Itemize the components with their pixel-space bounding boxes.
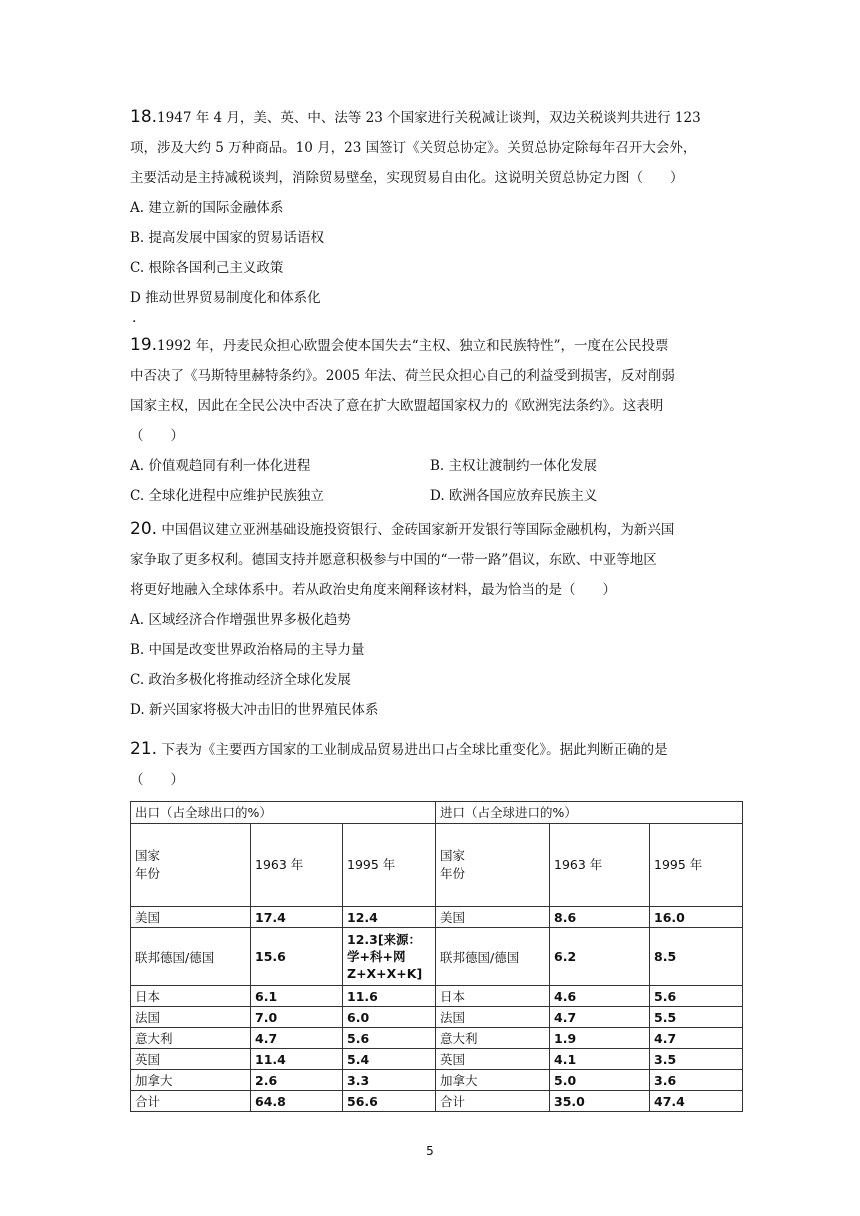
export-1995-cell: 12.4: [343, 907, 436, 928]
answer-blank: （ ）: [130, 772, 184, 788]
import-1963-cell: 4.6: [550, 986, 650, 1007]
question-number: 18.: [130, 107, 158, 127]
question-text: 中否决了《马斯特里赫特条约》。2005 年法、荷兰民众担心自己的利益受到损害，反对削弱: [130, 368, 675, 384]
option-a: A. 建立新的国际金融体系: [130, 200, 284, 216]
export-1963-cell: 15.6: [251, 928, 343, 986]
country-cell: 联邦德国/德国: [131, 928, 251, 986]
corner-header: 国家 年份: [436, 824, 550, 907]
question-21: [130, 734, 730, 795]
import-1995-cell: 3.6: [650, 1070, 743, 1091]
table-row: [131, 1007, 743, 1028]
question-text: 主要活动是主持减税谈判，消除贸易壁垒，实现贸易自由化。这说明关贸总协定力图（ ）: [130, 170, 684, 186]
option-a: A. 价值观趋同有利一体化进程: [130, 458, 311, 474]
question-text: 将更好地融入全球体系中。若从政治史角度来阐释该材料，最为恰当的是（ ）: [130, 582, 616, 598]
import-1995-cell: 3.5: [650, 1049, 743, 1070]
question-text: 1992 年，丹麦民众担心欧盟会使本国失去“主权、独立和民族特性”，一度在公民投票: [157, 338, 669, 354]
export-1963-cell: 17.4: [251, 907, 343, 928]
import-1963-cell: 4.7: [550, 1007, 650, 1028]
option-d: D. 欧洲各国应放弃民族主义: [430, 488, 598, 504]
import-1963-cell: 35.0: [550, 1091, 650, 1112]
export-1995-cell: 5.4: [343, 1049, 436, 1070]
table-row: [131, 1091, 743, 1112]
export-1995-cell: 56.6: [343, 1091, 436, 1112]
country-cell: 意大利: [436, 1028, 550, 1049]
year-header: 1995 年: [343, 824, 436, 907]
option-a: A. 区域经济合作增强世界多极化趋势: [130, 612, 351, 628]
country-cell: 日本: [131, 986, 251, 1007]
country-cell: 法国: [436, 1007, 550, 1028]
table-row: [131, 1049, 743, 1070]
year-header: 1963 年: [550, 824, 650, 907]
trade-share-table: [130, 801, 743, 1112]
country-cell: 加拿大: [436, 1070, 550, 1091]
country-cell: 英国: [436, 1049, 550, 1070]
table-row: [131, 986, 743, 1007]
table-row: [131, 907, 743, 928]
export-1995-cell: 11.6: [343, 986, 436, 1007]
page-number: 5: [426, 1144, 434, 1158]
option-b: B. 主权让渡制约一体化发展: [430, 458, 598, 474]
answer-blank: （ ）: [130, 428, 184, 444]
table-row: [131, 1070, 743, 1091]
question-text: 下表为《主要西方国家的工业制成品贸易进出口占全球比重变化》。据此判断正确的是: [157, 742, 668, 758]
import-1995-cell: 4.7: [650, 1028, 743, 1049]
option-d: D. 新兴国家将极大冲击旧的世界殖民体系: [130, 702, 379, 718]
import-1963-cell: 4.1: [550, 1049, 650, 1070]
import-1995-cell: 8.5: [650, 928, 743, 986]
question-18: [130, 102, 730, 326]
export-header: 出口（占全球出口的%）: [131, 802, 436, 824]
export-1963-cell: 6.1: [251, 986, 343, 1007]
import-1995-cell: 5.5: [650, 1007, 743, 1028]
option-b: B. 提高发展中国家的贸易话语权: [130, 230, 325, 246]
export-1963-cell: 4.7: [251, 1028, 343, 1049]
question-text: 项，涉及大约 5 万种商品。10 月，23 国签订《关贸总协定》。关贸总协定除每年召开大会外，: [130, 140, 697, 156]
country-cell: 意大利: [131, 1028, 251, 1049]
import-1963-cell: 1.9: [550, 1028, 650, 1049]
question-20: [130, 514, 730, 725]
country-cell: 合计: [131, 1091, 251, 1112]
stray-dot: .: [132, 310, 137, 326]
export-1963-cell: 7.0: [251, 1007, 343, 1028]
question-number: 21.: [130, 739, 158, 759]
import-1995-cell: 5.6: [650, 986, 743, 1007]
country-cell: 法国: [131, 1007, 251, 1028]
import-1963-cell: 6.2: [550, 928, 650, 986]
import-header: 进口（占全球进口的%）: [436, 802, 743, 824]
option-c: C. 全球化进程中应维护民族独立: [130, 488, 324, 504]
export-1995-cell: 3.3: [343, 1070, 436, 1091]
country-cell: 加拿大: [131, 1070, 251, 1091]
export-1963-cell: 2.6: [251, 1070, 343, 1091]
export-1995-cell: 12.3[来源：学+科+网Z+X+X+K]: [343, 928, 436, 986]
question-text: 中国倡议建立亚洲基础设施投资银行、金砖国家新开发银行等国际金融机构，为新兴国: [157, 522, 675, 538]
question-number: 20.: [130, 519, 158, 539]
export-1963-cell: 11.4: [251, 1049, 343, 1070]
question-text: 1947 年 4 月，美、英、中、法等 23 个国家进行关税减让谈判，双边关税谈判共进行 123: [157, 110, 701, 126]
export-1995-cell: 6.0: [343, 1007, 436, 1028]
export-1963-cell: 64.8: [251, 1091, 343, 1112]
question-number: 19.: [130, 335, 158, 355]
country-cell: 合计: [436, 1091, 550, 1112]
import-1963-cell: 5.0: [550, 1070, 650, 1091]
country-cell: 美国: [131, 907, 251, 928]
import-1995-cell: 16.0: [650, 907, 743, 928]
country-cell: 英国: [131, 1049, 251, 1070]
question-text: 国家主权，因此在全民公决中否决了意在扩大欧盟超国家权力的《欧洲宪法条约》。这表明: [130, 398, 664, 414]
country-cell: 日本: [436, 986, 550, 1007]
table-row: [131, 1028, 743, 1049]
export-1995-cell: 5.6: [343, 1028, 436, 1049]
option-b: B. 中国是改变世界政治格局的主导力量: [130, 642, 365, 658]
option-c: C. 根除各国利己主义政策: [130, 260, 284, 276]
country-cell: 美国: [436, 907, 550, 928]
question-19: [130, 330, 730, 511]
year-header: 1963 年: [251, 824, 343, 907]
import-1995-cell: 47.4: [650, 1091, 743, 1112]
import-1963-cell: 8.6: [550, 907, 650, 928]
country-cell: 联邦德国/德国: [436, 928, 550, 986]
question-text: 家争取了更多权利。德国支持并愿意积极参与中国的“一带一路”倡议，东欧、中亚等地区: [130, 552, 657, 568]
option-d: D 推动世界贸易制度化和体系化: [130, 290, 321, 306]
corner-header: 国家 年份: [131, 824, 251, 907]
option-c: C. 政治多极化将推动经济全球化发展: [130, 672, 351, 688]
table-row: [131, 928, 743, 986]
year-header: 1995 年: [650, 824, 743, 907]
